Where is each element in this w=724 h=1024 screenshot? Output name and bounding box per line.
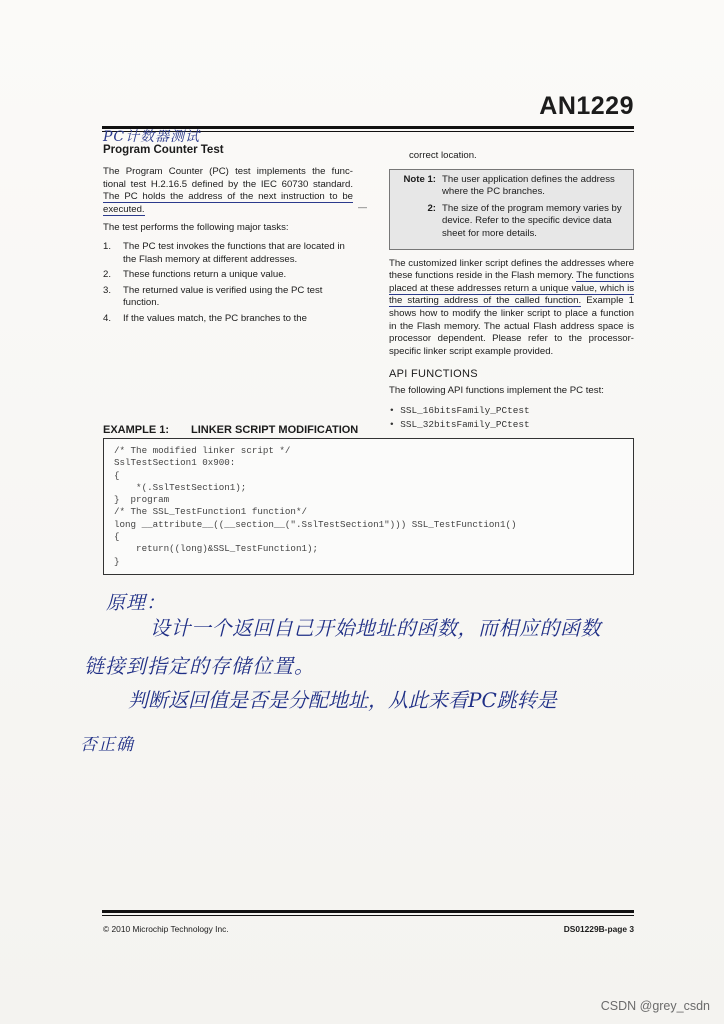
intro-line-underlined: The PC holds the address of the next instruction to be bbox=[103, 191, 353, 203]
watermark: CSDN @grey_csdn bbox=[600, 999, 710, 1013]
api-function-name: SSL_32bitsFamily_PCtest bbox=[400, 418, 530, 430]
code-line: *(.SslTestSection1); bbox=[114, 481, 247, 493]
pen-mark-icon: — bbox=[358, 202, 367, 212]
handwritten-section-annotation: PC计数器测试 bbox=[103, 129, 201, 145]
task-list bbox=[103, 241, 353, 326]
list-item bbox=[103, 269, 353, 282]
handwritten-note-line: 设计一个返回自己开始地址的函数，而相应的函数 bbox=[150, 616, 601, 640]
intro-line: tional test H.2.16.5 defined by the IEC 60730 standard. bbox=[103, 178, 353, 190]
document-id: AN1229 bbox=[539, 92, 634, 120]
code-line: long __attribute__((__section__(".SslTestSection1"))) SSL_TestFunction1() bbox=[114, 518, 517, 530]
intro-paragraph bbox=[103, 166, 353, 216]
list-item bbox=[103, 241, 353, 266]
handwritten-note-line: 链接到指定的存储位置。 bbox=[84, 654, 315, 678]
list-text: The PC test invokes the functions that are located in the Flash memory at different addresses. bbox=[123, 240, 345, 265]
example-label: EXAMPLE 1: bbox=[103, 424, 170, 436]
right-column bbox=[389, 150, 634, 432]
api-section-title: API FUNCTIONS bbox=[389, 368, 478, 381]
list-number: 4. bbox=[103, 312, 112, 324]
code-line: } program bbox=[114, 494, 170, 506]
note-text: The user application defines the address where the PC branches. bbox=[442, 173, 615, 198]
linker-text: Example 1 shows how to modify the linker script to place a function in the Flash memory. The actual Flash address space is processor dependent. Please refer to the processor-specific linker script example provided. bbox=[389, 295, 635, 357]
list-number: 3. bbox=[103, 284, 112, 296]
code-line: } bbox=[114, 555, 120, 567]
list-text: These functions return a unique value. bbox=[123, 269, 287, 281]
list-text: If the values match, the PC branches to the bbox=[123, 312, 307, 324]
note-box bbox=[389, 169, 634, 250]
handwritten-note-line: 原理： bbox=[106, 592, 167, 614]
note-item bbox=[396, 174, 627, 199]
tasks-intro: The test performs the following major tasks: bbox=[103, 222, 289, 234]
api-list-item: • SSL_32bitsFamily_PCtest bbox=[389, 418, 530, 430]
intro-line-underlined: executed. bbox=[103, 203, 145, 215]
note-label: Note 1: bbox=[403, 173, 436, 185]
bottom-rule bbox=[102, 910, 634, 916]
list-number: 2. bbox=[103, 269, 112, 281]
example-title bbox=[103, 424, 358, 436]
footer-page-number: DS01229B-page 3 bbox=[563, 924, 634, 934]
api-function-name: SSL_16bitsFamily_PCtest bbox=[400, 404, 530, 416]
note-label: 2: bbox=[427, 202, 436, 214]
list-item bbox=[103, 285, 353, 310]
linker-text-underlined: The functions placed at these addresses return a unique value, which is the starting address of the called function. bbox=[389, 270, 634, 307]
code-line: { bbox=[114, 531, 120, 543]
api-intro: The following API functions implement the PC test: bbox=[389, 384, 604, 396]
footer-copyright: © 2010 Microchip Technology Inc. bbox=[103, 924, 229, 934]
section-title: Program Counter Test bbox=[103, 144, 224, 156]
example-name: LINKER SCRIPT MODIFICATION bbox=[191, 424, 359, 436]
continued-text: correct location. bbox=[409, 150, 477, 161]
linker-paragraph bbox=[389, 258, 634, 359]
note-text: The size of the program memory varies by device. Refer to the specific device data sheet for more details. bbox=[442, 202, 622, 239]
code-line: SslTestSection1 0x900: bbox=[114, 457, 236, 469]
handwritten-note-line: 判断返回值是否是分配地址，从此来看PC跳转是 bbox=[128, 688, 557, 712]
code-line: return((long)&SSL_TestFunction1); bbox=[114, 543, 318, 555]
api-list-item: • SSL_16bitsFamily_PCtest bbox=[389, 404, 530, 416]
code-line: /* The modified linker script */ bbox=[114, 445, 291, 456]
code-line: /* The SSL_TestFunction1 function*/ bbox=[114, 506, 307, 518]
list-number: 1. bbox=[103, 240, 112, 252]
list-text: The returned value is verified using the PC test function. bbox=[123, 284, 323, 309]
intro-line: The Program Counter (PC) test implements the func- bbox=[103, 166, 353, 177]
left-column bbox=[103, 130, 353, 329]
code-line: { bbox=[114, 469, 120, 481]
linker-text: The customized linker script defines the addresses where these functions reside in the Flash memory. bbox=[389, 257, 634, 282]
note-item bbox=[396, 203, 627, 241]
code-block bbox=[103, 438, 634, 575]
list-item bbox=[103, 313, 353, 326]
handwritten-note-line: 否正确 bbox=[80, 735, 134, 755]
